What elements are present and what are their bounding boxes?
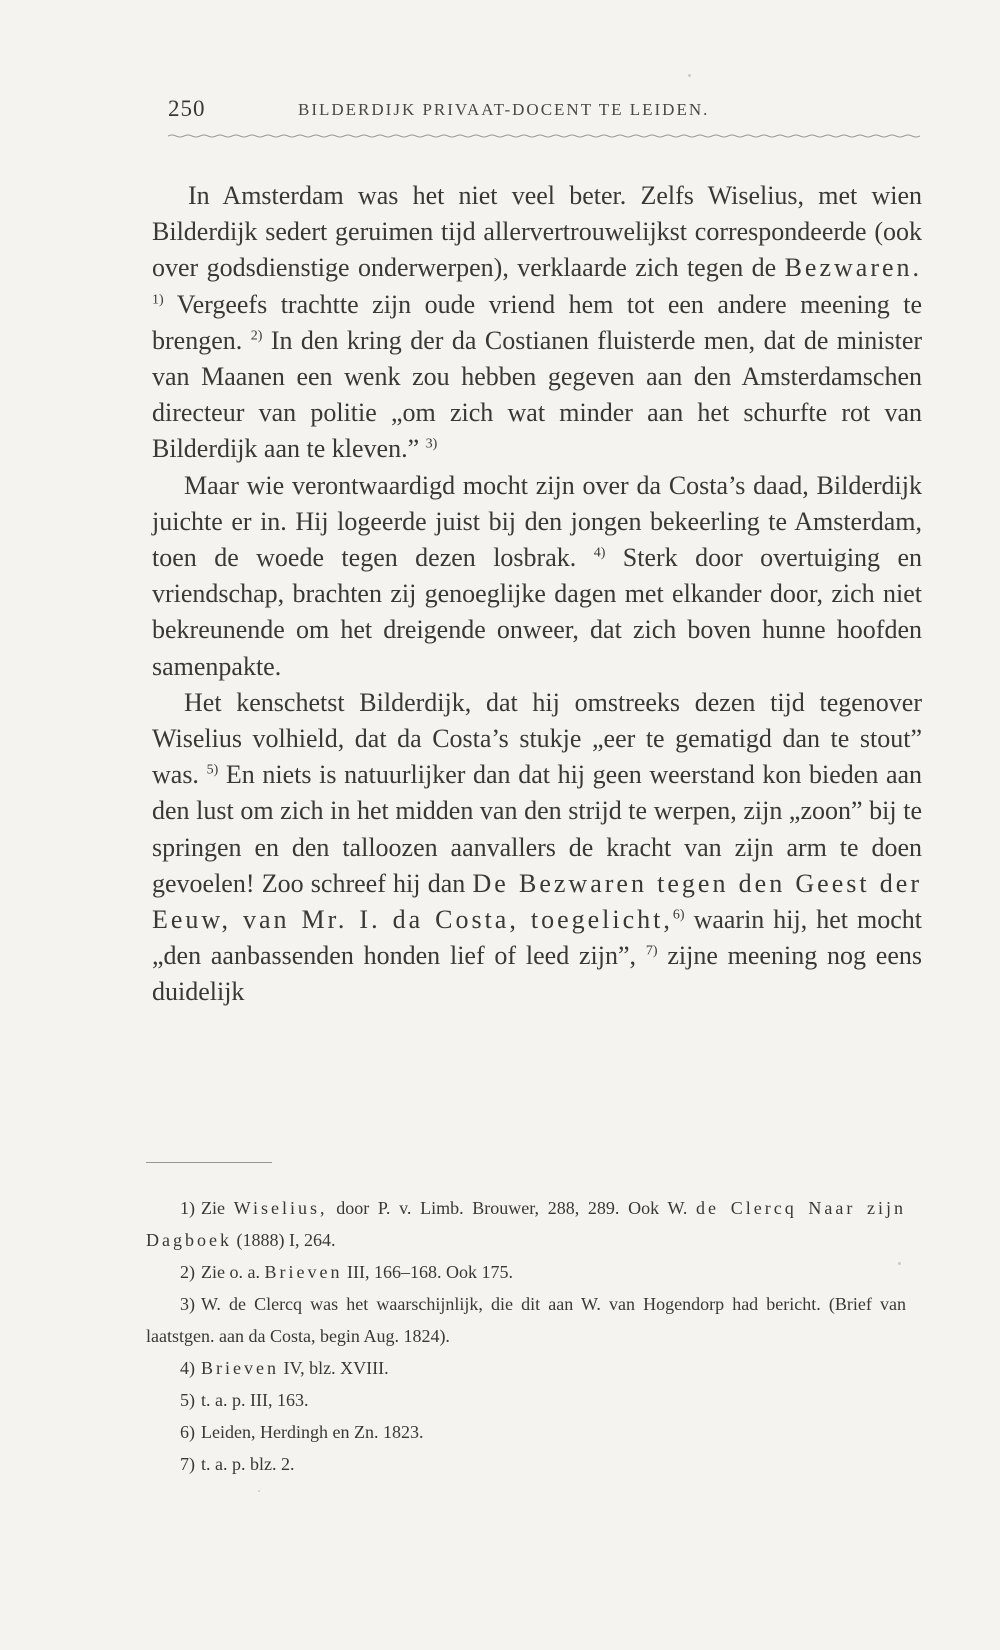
text-run: In Amsterdam was het niet veel beter. Zelfs Wiselius, met wien Bilderdijk sedert geruimen tijd allervertrouwelijkst correspondeerde (ook over godsdienstige onderwerpen), verklaarde zich tegen de xyxy=(152,181,922,283)
footnote-text-spaced: Brieven xyxy=(201,1358,279,1378)
text-run: zijne meening nog eens duidelijk xyxy=(152,941,922,1007)
text-run: Vergeefs trachtte zijn oude vriend hem tot een andere meening te brengen. xyxy=(152,289,922,355)
paragraph-1 xyxy=(152,178,922,468)
footnote-number: 2) xyxy=(180,1262,195,1282)
header-wavy-rule xyxy=(168,134,920,138)
footnote-text-spaced: de Clercq Naar zijn Dagboek xyxy=(146,1198,907,1250)
footnote-text-spaced: Wiselius, xyxy=(233,1198,328,1218)
footnote-number: 1) xyxy=(180,1198,195,1218)
paper-speck xyxy=(688,74,691,77)
main-text xyxy=(152,178,922,1011)
footnote-reference: 1) xyxy=(152,291,164,307)
footnote-text: Zie xyxy=(201,1198,225,1218)
footnote-reference: 2) xyxy=(250,328,263,344)
page-number: 250 xyxy=(168,96,206,121)
footnote-number: 4) xyxy=(180,1358,195,1378)
footnote-reference: 6) xyxy=(672,907,685,923)
paper-speck xyxy=(258,1490,260,1492)
text-run: In den kring der da Costianen fluisterde men, dat de minister van Maanen een wenk zou hebben gegeven aan den Amsterdamschen directeur van politie „om zich wat minder aan het schurfte rot van Bilderdijk aan te kleven.” xyxy=(152,325,923,464)
footnote-separator xyxy=(146,1162,272,1163)
footnote-text: door P. v. Limb. Brouwer, 288, 289. Ook W. xyxy=(336,1198,688,1218)
text-run-spaced: Bezwaren. xyxy=(784,253,923,283)
text-run: waarin hij, het mocht „den aanbassenden honden lief of leed zijn”, xyxy=(152,905,923,971)
text-run: Het kenschetst Bilderdijk, dat hij omstreeks dezen tijd tegenover Wiselius volhield, dat da Costa’s stukje „eer te gematigd dan te stout” was. xyxy=(152,687,922,790)
footnote-text: Zie o. a. xyxy=(201,1262,260,1282)
footnote-number: 5) xyxy=(180,1390,195,1410)
footnote-2 xyxy=(146,1256,906,1288)
footnote-text: Leiden, Herdingh en Zn. 1823. xyxy=(201,1422,424,1442)
footnote-reference: 3) xyxy=(425,436,438,452)
footnote-3 xyxy=(146,1288,906,1352)
footnote-7 xyxy=(146,1448,906,1480)
running-head: BILDERDIJK PRIVAAT-DOCENT TE LEIDEN. xyxy=(298,100,710,119)
footnote-text: (1888) I, 264. xyxy=(236,1230,336,1250)
footnote-1 xyxy=(146,1192,906,1256)
footnote-reference: 5) xyxy=(206,762,219,778)
footnote-number: 7) xyxy=(180,1454,195,1474)
footnote-text: W. de Clercq was het waarschijnlijk, die dit aan W. van Hogendorp had bericht. (Brief van laatstgen. aan da Costa, begin Aug. 1824). xyxy=(146,1294,906,1346)
footnote-text-spaced: Brieven xyxy=(264,1262,343,1282)
footnote-text: III, 166–168. Ook 175. xyxy=(346,1262,513,1282)
footnote-4 xyxy=(146,1352,906,1384)
footnote-5 xyxy=(146,1384,906,1416)
paragraph-3 xyxy=(152,685,922,1011)
text-run-spaced: De Bezwaren tegen den Geest der Eeuw, van Mr. I. da Costa, toegelicht, xyxy=(152,868,923,935)
footnote-text: IV, blz. XVIII. xyxy=(283,1358,389,1378)
footnotes xyxy=(146,1192,906,1480)
text-run: Sterk door overtuiging en vriendschap, brachten zij genoeglijke dagen met elkander door, zich niet bekreunende om het dreigende onweer, dat zich boven hunne hoofden samenpakte. xyxy=(152,543,923,681)
footnote-text: t. a. p. III, 163. xyxy=(201,1390,309,1410)
footnote-reference: 7) xyxy=(645,943,658,959)
paragraph-2 xyxy=(152,468,922,685)
paper-speck xyxy=(898,1262,901,1265)
footnote-text: t. a. p. blz. 2. xyxy=(201,1454,295,1474)
footnote-6 xyxy=(146,1416,906,1448)
footnote-number: 6) xyxy=(180,1422,195,1442)
text-run: En niets is natuurlijker dan dat hij geen weerstand kon bieden aan den lust om zich in het midden van den strijd te werpen, zijn „zoon” bij te springen en den talloozen aanvallers de kracht van zijn arm te doen gevoelen! Zoo schreef hij dan xyxy=(152,760,923,898)
text-run: Maar wie verontwaardigd mocht zijn over da Costa’s daad, Bilderdijk juichte er in. Hij logeerde juist bij den jongen bekeerling te Amsterdam, toen de woede tegen dezen losbrak. xyxy=(152,470,922,573)
footnote-reference: 4) xyxy=(593,545,606,561)
footnote-number: 3) xyxy=(180,1294,195,1314)
page-header xyxy=(168,96,808,128)
